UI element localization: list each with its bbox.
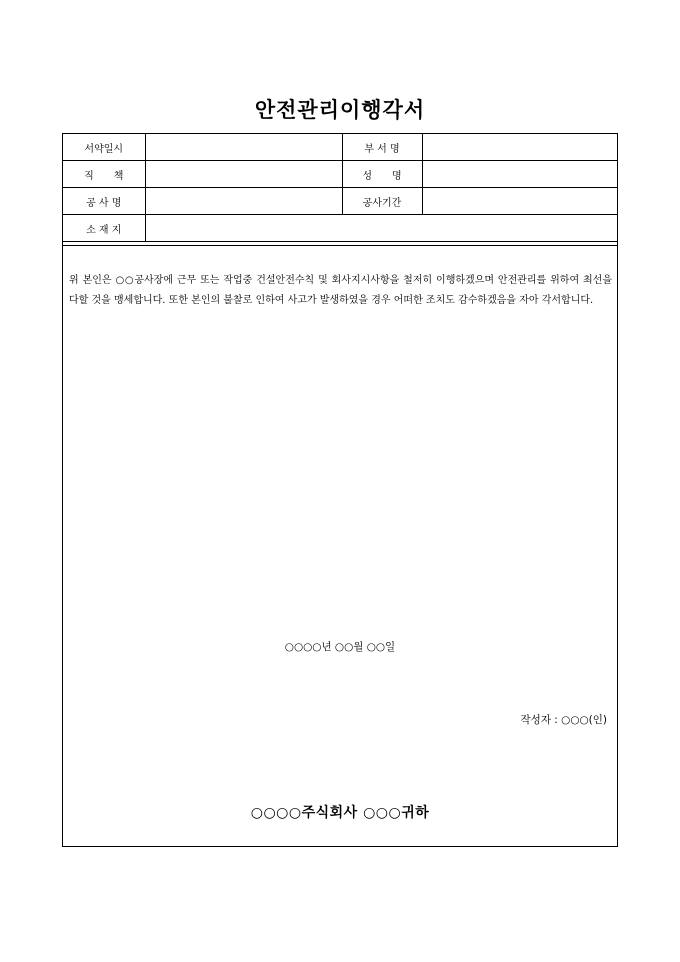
table-row xyxy=(63,215,617,242)
table-row xyxy=(63,188,617,215)
name-label: 성 명 xyxy=(342,161,422,188)
recipient: ○○○○주식회사 ○○○귀하 xyxy=(250,805,430,821)
double-rule xyxy=(63,245,617,246)
table-row xyxy=(63,161,617,188)
department-label: 부 서 명 xyxy=(342,134,422,161)
period-field[interactable] xyxy=(422,188,617,215)
info-table xyxy=(63,134,617,242)
name-field[interactable] xyxy=(422,161,617,188)
project-field[interactable] xyxy=(145,188,342,215)
position-field[interactable] xyxy=(145,161,342,188)
location-field[interactable] xyxy=(145,215,617,242)
pledge-date: ○○○○년 ○○월 ○○일 xyxy=(284,641,396,653)
position-label: 직 책 xyxy=(63,161,145,188)
pledge-text: 위 본인은 ○○공사장에 근무 또는 작업중 건설안전수칙 및 회사지시사항을 철저히 이행하겠으며 안전관리를 위하여 최선을 다할 것을 맹세합니다. 또한 본인의 불찰로 인하여 사고가 발생하였을 경우 어떠한 조치도 감수하겠음을 자아 각서합니다. xyxy=(69,275,612,306)
sign-date-field[interactable] xyxy=(145,134,342,161)
project-label: 공 사 명 xyxy=(63,188,145,215)
department-field[interactable] xyxy=(422,134,617,161)
location-label: 소 재 지 xyxy=(63,215,145,242)
period-label: 공사기간 xyxy=(342,188,422,215)
pledge-form xyxy=(62,133,618,847)
writer-signature: 작성자 : ○○○(인) xyxy=(520,714,607,726)
sign-date-label: 서약일시 xyxy=(63,134,145,161)
table-row xyxy=(63,134,617,161)
document-title: 안전관리이행각서 xyxy=(254,98,426,122)
